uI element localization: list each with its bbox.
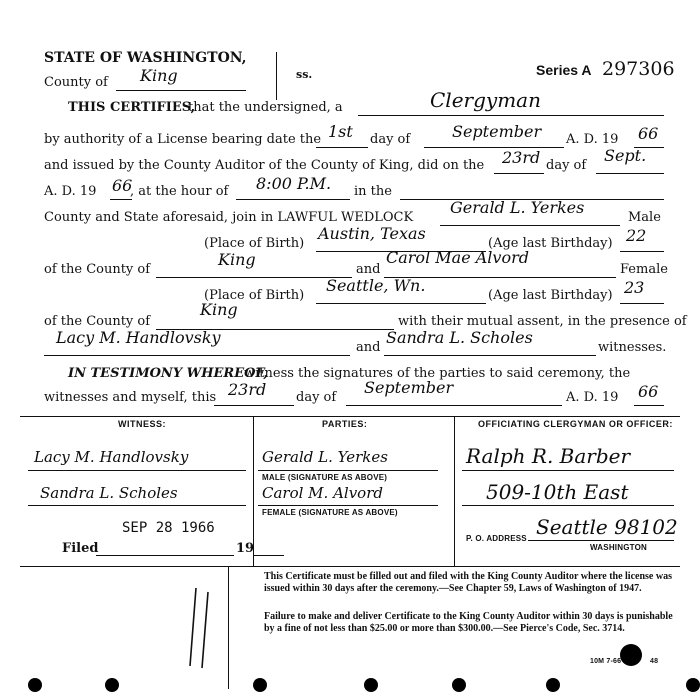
ss-label: ss. <box>296 68 313 81</box>
day-of-1: day of <box>370 132 411 147</box>
po-address-label: P. O. ADDRESS <box>466 534 527 543</box>
officiant-address: 509-10th East <box>486 480 629 504</box>
county-state-text: County and State aforesaid, join in LAWFUL WEDLOCK <box>44 210 414 225</box>
ad-3: A. D. 19 <box>566 390 619 405</box>
officiant-header: OFFICIATING CLERGYMAN OR OFFICER: <box>478 419 673 429</box>
groom-birthplace: Austin, Texas <box>318 224 426 243</box>
witness-header: WITNESS: <box>118 419 166 429</box>
groom-caption: MALE (SIGNATURE AS ABOVE) <box>262 473 388 482</box>
place-of-birth-2: (Place of Birth) <box>204 288 305 303</box>
groom-age: 22 <box>626 226 647 245</box>
groom-county: King <box>218 250 256 269</box>
officiant-city: Seattle 98102 <box>536 515 678 539</box>
day-of-3: day of <box>296 390 337 405</box>
ceremony-month: Sept. <box>604 146 647 165</box>
sign-day: 23rd <box>228 380 267 399</box>
testimony-lead: IN TESTIMONY WHEREOF, <box>68 366 268 381</box>
license-year: 66 <box>638 124 659 143</box>
ceremony-year: 66 <box>112 176 133 195</box>
groom-name: Gerald L. Yerkes <box>450 198 585 217</box>
license-month: September <box>452 122 542 141</box>
footer-notice-1: This Certificate must be filled out and filed with the King County Auditor where the license was issued within 30 days after the ceremony.—See Chapter 59, Laws of Washington of 1947. <box>264 571 672 594</box>
of-county-1: of the County of <box>44 262 151 277</box>
filed-stamp-date: SEP 28 1966 <box>122 520 215 536</box>
filed-year-prefix: 19 <box>236 541 255 556</box>
age-label-2: (Age last Birthday) <box>488 288 613 303</box>
and-1: and <box>356 262 381 277</box>
punch-hole <box>28 678 42 692</box>
punch-hole <box>546 678 560 692</box>
place-of-birth-1: (Place of Birth) <box>204 236 305 251</box>
grid-divider-2 <box>454 416 455 566</box>
witness2-inline: Sandra L. Scholes <box>386 328 533 347</box>
witnesses-myself: witnesses and myself, this <box>44 390 217 405</box>
male-label: Male <box>628 210 661 225</box>
certifies-lead: THIS CERTIFIES, <box>68 100 196 115</box>
hour-of: , at the hour of <box>130 184 229 199</box>
punch-hole <box>364 678 378 692</box>
ad-2: A. D. 19 <box>44 184 97 199</box>
license-day: 1st <box>328 122 353 141</box>
and-2: and <box>356 340 381 355</box>
mutual-text: with their mutual assent, in the presence of <box>398 314 687 329</box>
officiant-signature: Ralph R. Barber <box>466 444 631 468</box>
footer-notice-2: Failure to make and deliver Certificate to the King County Auditor within 30 days is punishable by a fine of not less than $25.00 or more than $300.00.—See Pierce's Code, Sec. 3714. <box>264 611 673 634</box>
footer-top-rule <box>20 566 680 567</box>
punch-hole <box>452 678 466 692</box>
punch-hole <box>253 678 267 692</box>
ad-1: A. D. 19 <box>566 132 619 147</box>
grid-top-rule <box>20 416 680 417</box>
footer-divider <box>228 566 229 689</box>
day-of-2: day of <box>546 158 587 173</box>
pen-strokes <box>180 582 220 672</box>
bride-age: 23 <box>624 278 645 297</box>
bride-name: Carol Mae Alvord <box>386 248 529 267</box>
series-label: Series A <box>536 62 592 78</box>
authority-text: by authority of a License bearing date the <box>44 132 322 147</box>
series-number: 297306 <box>602 58 675 80</box>
state-heading: STATE OF WASHINGTON, <box>44 50 247 66</box>
parties-header: PARTIES: <box>322 419 368 429</box>
issued-text: and issued by the County Auditor of the County of King, did on the <box>44 158 485 173</box>
bracket <box>268 52 277 100</box>
form-code-2: 48 <box>650 658 659 665</box>
bride-caption: FEMALE (SIGNATURE AS ABOVE) <box>262 508 398 517</box>
county-label: County of <box>44 75 108 90</box>
ceremony-day: 23rd <box>502 148 541 167</box>
in-the: in the <box>354 184 392 199</box>
bride-signature: Carol M. Alvord <box>262 484 383 502</box>
testimony-text: witness the signatures of the parties to said ceremony, the <box>244 366 631 381</box>
county-value: King <box>140 66 178 85</box>
witness1-signature: Lacy M. Handlovsky <box>34 448 189 466</box>
female-label: Female <box>620 262 668 277</box>
witness1-inline: Lacy M. Handlovsky <box>56 328 221 347</box>
bride-birthplace: Seattle, Wn. <box>326 276 426 295</box>
officiant-title: Clergyman <box>430 88 541 112</box>
form-code: 10M 7-66 <box>590 658 622 665</box>
washington-label: WASHINGTON <box>590 543 647 552</box>
of-county-2: of the County of <box>44 314 151 329</box>
groom-signature: Gerald L. Yerkes <box>262 448 388 466</box>
bride-county: King <box>200 300 238 319</box>
witness2-signature: Sandra L. Scholes <box>40 484 178 502</box>
witnesses-label: witnesses. <box>598 340 667 355</box>
sign-month: September <box>364 378 454 397</box>
filed-label: Filed <box>62 541 99 556</box>
certifies-text: that the undersigned, a <box>188 100 343 115</box>
punch-hole <box>620 644 642 666</box>
age-label-1: (Age last Birthday) <box>488 236 613 251</box>
ceremony-time: 8:00 P.M. <box>256 174 332 193</box>
punch-hole <box>105 678 119 692</box>
sign-year: 66 <box>638 382 659 401</box>
punch-hole <box>686 678 700 692</box>
